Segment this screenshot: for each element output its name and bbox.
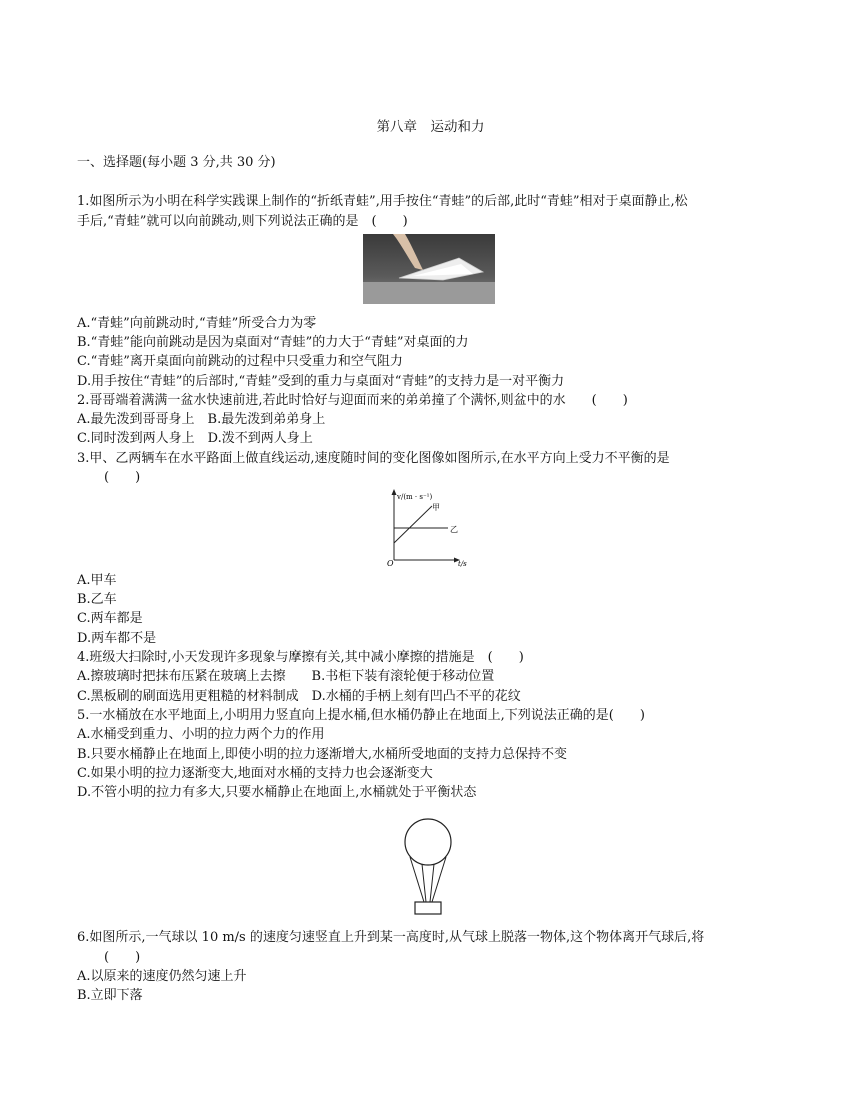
q3-stem-line2: ( ) xyxy=(104,470,141,485)
q6-option-a: A.以原来的速度仍然匀速上升 xyxy=(77,969,247,984)
chapter-title: 第八章 运动和力 xyxy=(376,119,485,135)
q5-option-a: A.水桶受到重力、小明的拉力两个力的作用 xyxy=(77,727,325,742)
q6-option-b: B.立即下落 xyxy=(77,988,143,1003)
q2-stem: 2.哥哥端着满满一盆水快速前进,若此时恰好与迎面而来的弟弟撞了个满怀,则盆中的水 ( ) xyxy=(77,393,628,408)
label-yi: 乙 xyxy=(450,525,458,534)
q3-option-b: B.乙车 xyxy=(77,592,117,607)
q1-stem-line1: 1.如图所示为小明在科学实践课上制作的“折纸青蛙”,用手按住“青蛙”的后部,此时“青蛙”相对于桌面静止,松 xyxy=(77,194,688,209)
q3-option-a: A.甲车 xyxy=(77,573,117,588)
basket-object xyxy=(415,902,441,914)
balloon-figure xyxy=(398,812,458,918)
q6-stem-line2: ( ) xyxy=(104,950,141,965)
q1-stem-line2: 手后,“青蛙”就可以向前跳动,则下列说法正确的是 ( ) xyxy=(77,214,408,229)
q3-stem-line1: 3.甲、乙两辆车在水平路面上做直线运动,速度随时间的变化图像如图所示,在水平方向上受力不平衡的是 xyxy=(77,451,670,466)
paper-frog-photo xyxy=(363,234,495,304)
t-axis-label: t/s xyxy=(458,560,467,568)
velocity-time-graph xyxy=(384,488,484,568)
q3-option-d: D.两车都不是 xyxy=(77,631,157,646)
q5-stem: 5.一水桶放在水平地面上,小明用力竖直向上提水桶,但水桶仍静止在地面上,下列说法正确的是( ) xyxy=(77,708,645,723)
q5-option-d: D.不管小明的拉力有多大,只要水桶静止在地面上,水桶就处于平衡状态 xyxy=(77,785,477,800)
balloon xyxy=(405,819,451,865)
label-jia: 甲 xyxy=(432,503,440,512)
q2-options-ab: A.最先泼到哥哥身上 B.最先泼到弟弟身上 xyxy=(77,412,326,427)
q1-option-a: A.“青蛙”向前跳动时,“青蛙”所受合力为零 xyxy=(77,316,317,331)
q5-option-c: C.如果小明的拉力逐渐变大,地面对水桶的支持力也会逐渐变大 xyxy=(77,766,433,781)
line-jia xyxy=(394,506,432,543)
q1-option-d: D.用手按住“青蛙”的后部时,“青蛙”受到的重力与桌面对“青蛙”的支持力是一对平衡力 xyxy=(77,374,565,389)
section-heading: 一、选择题(每小题 3 分,共 30 分) xyxy=(77,155,276,170)
v-axis-label: v/(m · s⁻¹) xyxy=(397,493,433,501)
q5-option-b: B.只要水桶静止在地面上,即使小明的拉力逐渐增大,水桶所受地面的支持力总保持不变 xyxy=(77,747,567,762)
q4-options-ab: A.擦玻璃时把抹布压紧在玻璃上去擦 B.书柜下装有滚轮便于移动位置 xyxy=(77,669,495,684)
q1-option-c: C.“青蛙”离开桌面向前跳动的过程中只受重力和空气阻力 xyxy=(77,354,403,369)
q1-option-b: B.“青蛙”能向前跳动是因为桌面对“青蛙”的力大于“青蛙”对桌面的力 xyxy=(77,335,469,350)
q6-stem-line1: 6.如图所示,一气球以 10 m/s 的速度匀速竖直上升到某一高度时,从气球上脱落一物体,这个物体离开气球后,将 xyxy=(77,930,705,945)
origin-label: O xyxy=(387,559,394,568)
q2-options-cd: C.同时泼到两人身上 D.泼不到两人身上 xyxy=(77,431,313,446)
q4-stem: 4.班级大扫除时,小天发现许多现象与摩擦有关,其中减小摩擦的措施是 ( ) xyxy=(77,650,524,665)
q3-option-c: C.两车都是 xyxy=(77,611,143,626)
q4-options-cd: C.黑板刷的刷面选用更粗糙的材料制成 D.水桶的手柄上刻有凹凸不平的花纹 xyxy=(77,689,521,704)
